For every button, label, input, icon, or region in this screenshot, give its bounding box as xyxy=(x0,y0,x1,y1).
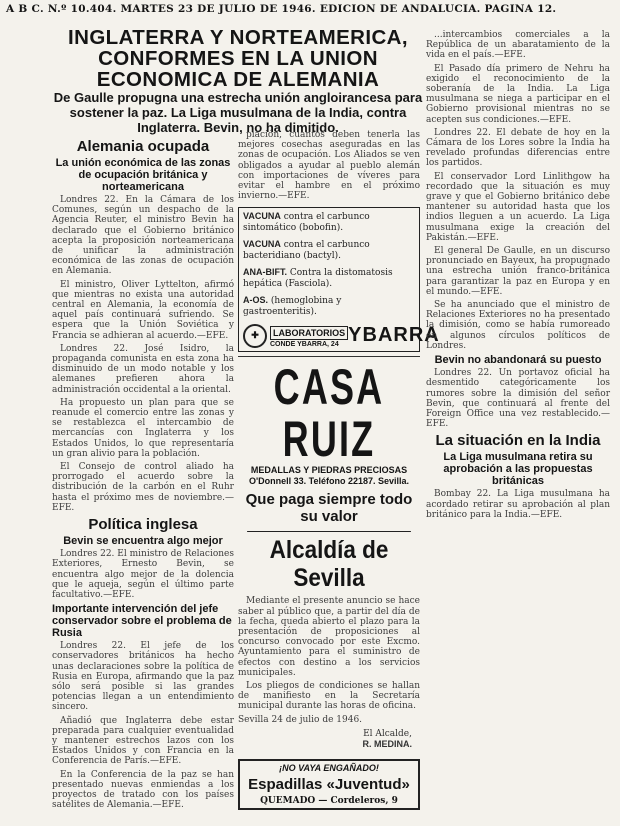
article-paragraph: Londres 22. El jefe de los conservadores británicos ha hecho unas declaraciones sobre la política de Rusia en Europa, afirmando que la paz sólo será posible si las grandes potencias llegan a un entendimiento sincero. xyxy=(52,641,234,713)
column-middle xyxy=(238,130,440,820)
brand-ybarra: YBARRA xyxy=(348,324,440,347)
article-paragraph: El general De Gaulle, en un discurso pronunciado en Bayeux, ha propugnado una estrecha unión franco-británica para garantizar la paz en Europa y en el mundo.—EFE. xyxy=(426,246,610,297)
article-paragraph: Mediante el presente anuncio se hace saber al público que, a partir del día de la fecha, queda abierto el plazo para la presentación de proposiciones al concurso convocado por este Excmo. Ayuntamiento para el suministro de efectos con destino a los servicios municipales. xyxy=(238,596,420,678)
ad-espadillas-juventud xyxy=(238,759,420,810)
alcaldia-title: Alcaldía de Sevilla xyxy=(247,531,411,592)
ad-juventud-address: QUEMADO — Cordeleros, 9 xyxy=(260,795,398,806)
ad-casa-ruiz-address: O'Donnell 33. Teléfono 22187. Sevilla. xyxy=(248,476,410,487)
alcaldia-date: Sevilla 24 de julio de 1946. xyxy=(238,714,363,725)
deck-liga-musulmana: La Liga musulmana retira su aprobación a las propuestas británicas xyxy=(443,451,593,488)
ad-juventud-name: Espadillas «Juventud» xyxy=(248,775,410,793)
article-paragraph: Añadió que Inglaterra debe estar preparada para cualquier eventualidad y mantener estrechos lazos con los Estados Unidos y con Francia en la Conferencia de París.—EFE. xyxy=(52,715,234,767)
article-paragraph: ...intercambios comerciales a la República de un abaratamiento de la vida en el país.—EFE. xyxy=(426,30,610,61)
ad-casa-ruiz-title: CASA RUIZ xyxy=(273,359,385,468)
ad-vaccine-line: ANA-BIFT. Contra la distomatosis hepática (Fasciola). xyxy=(243,267,393,290)
article-paragraph: Bombay 22. La Liga musulmana ha acordado retirar su aprobación al plan británico para la India.—EFE. xyxy=(426,489,610,520)
section-title-india: La situación en la India xyxy=(435,432,601,450)
article-paragraph: El conservador Lord Linlithgow ha recordado que la situación es muy grave y que el Gobierno británico debe mantener su autoridad hasta que los indios lleguen a un acuerdo. La Liga musulmana exige la creación del Pakistán.—EFE. xyxy=(426,171,610,243)
article-paragraph: El ministro, Oliver Lyttelton, afirmó que mientras no exista una autoridad central en Alemania, la economía de aquel país continuará sufriendo. Se espera que la Unión Soviética y Francia se adhieran al acuerdo.—EFE. xyxy=(52,279,234,341)
lab-seal-icon: ✚ xyxy=(243,324,267,348)
ad-casa-ruiz-slogan: Que paga siempre todo su valor xyxy=(245,491,413,526)
article-paragraph: Londres 22. El debate de hoy en la Cámara de los Lores sobre la India ha revelado profundas diferencias entre los partidos. xyxy=(426,127,610,169)
folio-line: A B C. N.º 10.404. MARTES 23 DE JULIO DE 1946. EDICION DE ANDALUCIA. PAGINA 12. xyxy=(6,3,557,15)
column-left xyxy=(52,136,234,816)
article-paragraph: El Pasado día primero de Nehru ha exigido el reconocimiento de la soberanía de la India. La Liga musulmana se niega a participar en el Gobierno provisional mientras no se acepten sus condiciones.—EFE. xyxy=(426,63,610,125)
article-paragraph: Londres 22. Un portavoz oficial ha desmentido categóricamente los rumores sobre la dimisión del señor Bevin, que continuará al frente del Foreign Office una vez restablecido.—EFE. xyxy=(426,368,610,430)
ad-juventud-top: ¡NO VAYA ENGAÑADO! xyxy=(279,762,379,773)
lab-name: LABORATORIOS xyxy=(270,326,348,340)
article-paragraph: El Consejo de control aliado ha prorrogado el acuerdo sobre la distribución de la carbón en el Ruhr hasta el próximo mes de noviembre.—EFE. xyxy=(52,462,234,513)
lab-badge xyxy=(243,323,348,348)
section-title-politica-inglesa: Política inglesa xyxy=(88,516,198,534)
ad-vaccine-line: A-OS. (hemoglobina y gastroenteritis). xyxy=(243,295,342,318)
alcaldia-signature: El Alcalde, R. MEDINA. xyxy=(362,728,412,749)
article-paragraph: Los pliegos de condiciones se hallan de manifiesto en la Secretaría municipal durante las horas de oficina. xyxy=(238,681,420,712)
lab-address: CONDE YBARRA, 24 xyxy=(270,341,339,349)
article-paragraph: En la Conferencia de la paz se han presentado nuevas enmiendas a los proyectos de tratado con los países satélites de Alemania.—EFE. xyxy=(52,769,234,811)
article-paragraph: piación, cuantos deben tenerla las mejores cosechas aseguradas en las zonas de ocupación. Los Aliados se ven obligados a ayudar al pueblo alemán con importaciones de víveres para evitar el hambre en el próximo invierno.—EFE. xyxy=(238,130,420,202)
deck-intervencion-conservador: Importante intervención del jefe conservador sobre el problema de Rusia xyxy=(52,603,232,640)
column-right xyxy=(426,30,610,820)
deck-bevin-puesto: Bevin no abandonará su puesto xyxy=(434,354,602,367)
article-paragraph: Ha propuesto un plan para que se reanude el comercio entre las zonas y se restablezca el intercambio de mercancías con Inglaterra y los Estados Unidos, lo que representaría un gran alivio para la población. xyxy=(52,397,234,459)
ad-vaccine-line: VACUNA contra el carbunco sintomático (bobofin). xyxy=(243,211,370,234)
ad-vaccine-line: VACUNA contra el carbunco bacteridiano (bactyl). xyxy=(243,239,370,262)
article-paragraph: Se ha anunciado que el ministro de Relaciones Exteriores no ha presentado la dimisión, como se había rumoreado en algunos círculos políticos de Londres. xyxy=(426,300,610,351)
deck-union-economica: La unión económica de las zonas de ocupación británica y norteamericana xyxy=(55,157,231,193)
divider xyxy=(238,356,420,357)
deck-bevin-mejor: Bevin se encuentra algo mejor xyxy=(63,535,223,548)
ad-lab-row xyxy=(243,323,440,349)
ad-vacunas-ybarra xyxy=(238,207,440,352)
article-paragraph: Londres 22. José Isidro, la propaganda comunista en esta zona ha disminuido de un modo notable y los alemanes prefieren ahora la administración occidental a la oriental. xyxy=(52,343,234,395)
banner-subhead: De Gaulle propugna una estrecha unión angloirancesa para sostener la paz. La Liga musulmana de la India, contra Inglaterra. Bevin, no ha dimitido. xyxy=(53,90,423,135)
article-paragraph: Londres 22. El ministro de Relaciones Exteriores, Ernesto Bevin, se encuentra algo mejor de la dolencia que le aqueja, según el último parte facultativo.—EFE. xyxy=(52,549,234,600)
ad-casa-ruiz-sub: MEDALLAS Y PIEDRAS PRECIOSAS xyxy=(250,465,408,476)
section-title-alemania: Alemania ocupada xyxy=(76,138,210,155)
article-paragraph: Londres 22. En la Cámara de los Comunes, según un despacho de la Agencia Reuter, el ministro Bevin ha declarado que el Gobierno británico acepta la proposición norteamericana de unificar la administración económica de las zonas de ocupación en Alemania. xyxy=(52,195,234,277)
banner-headline: INGLATERRA Y NORTEAMERICA, CONFORMES EN LA UNION ECONOMICA DE ALEMANIA xyxy=(68,26,408,91)
